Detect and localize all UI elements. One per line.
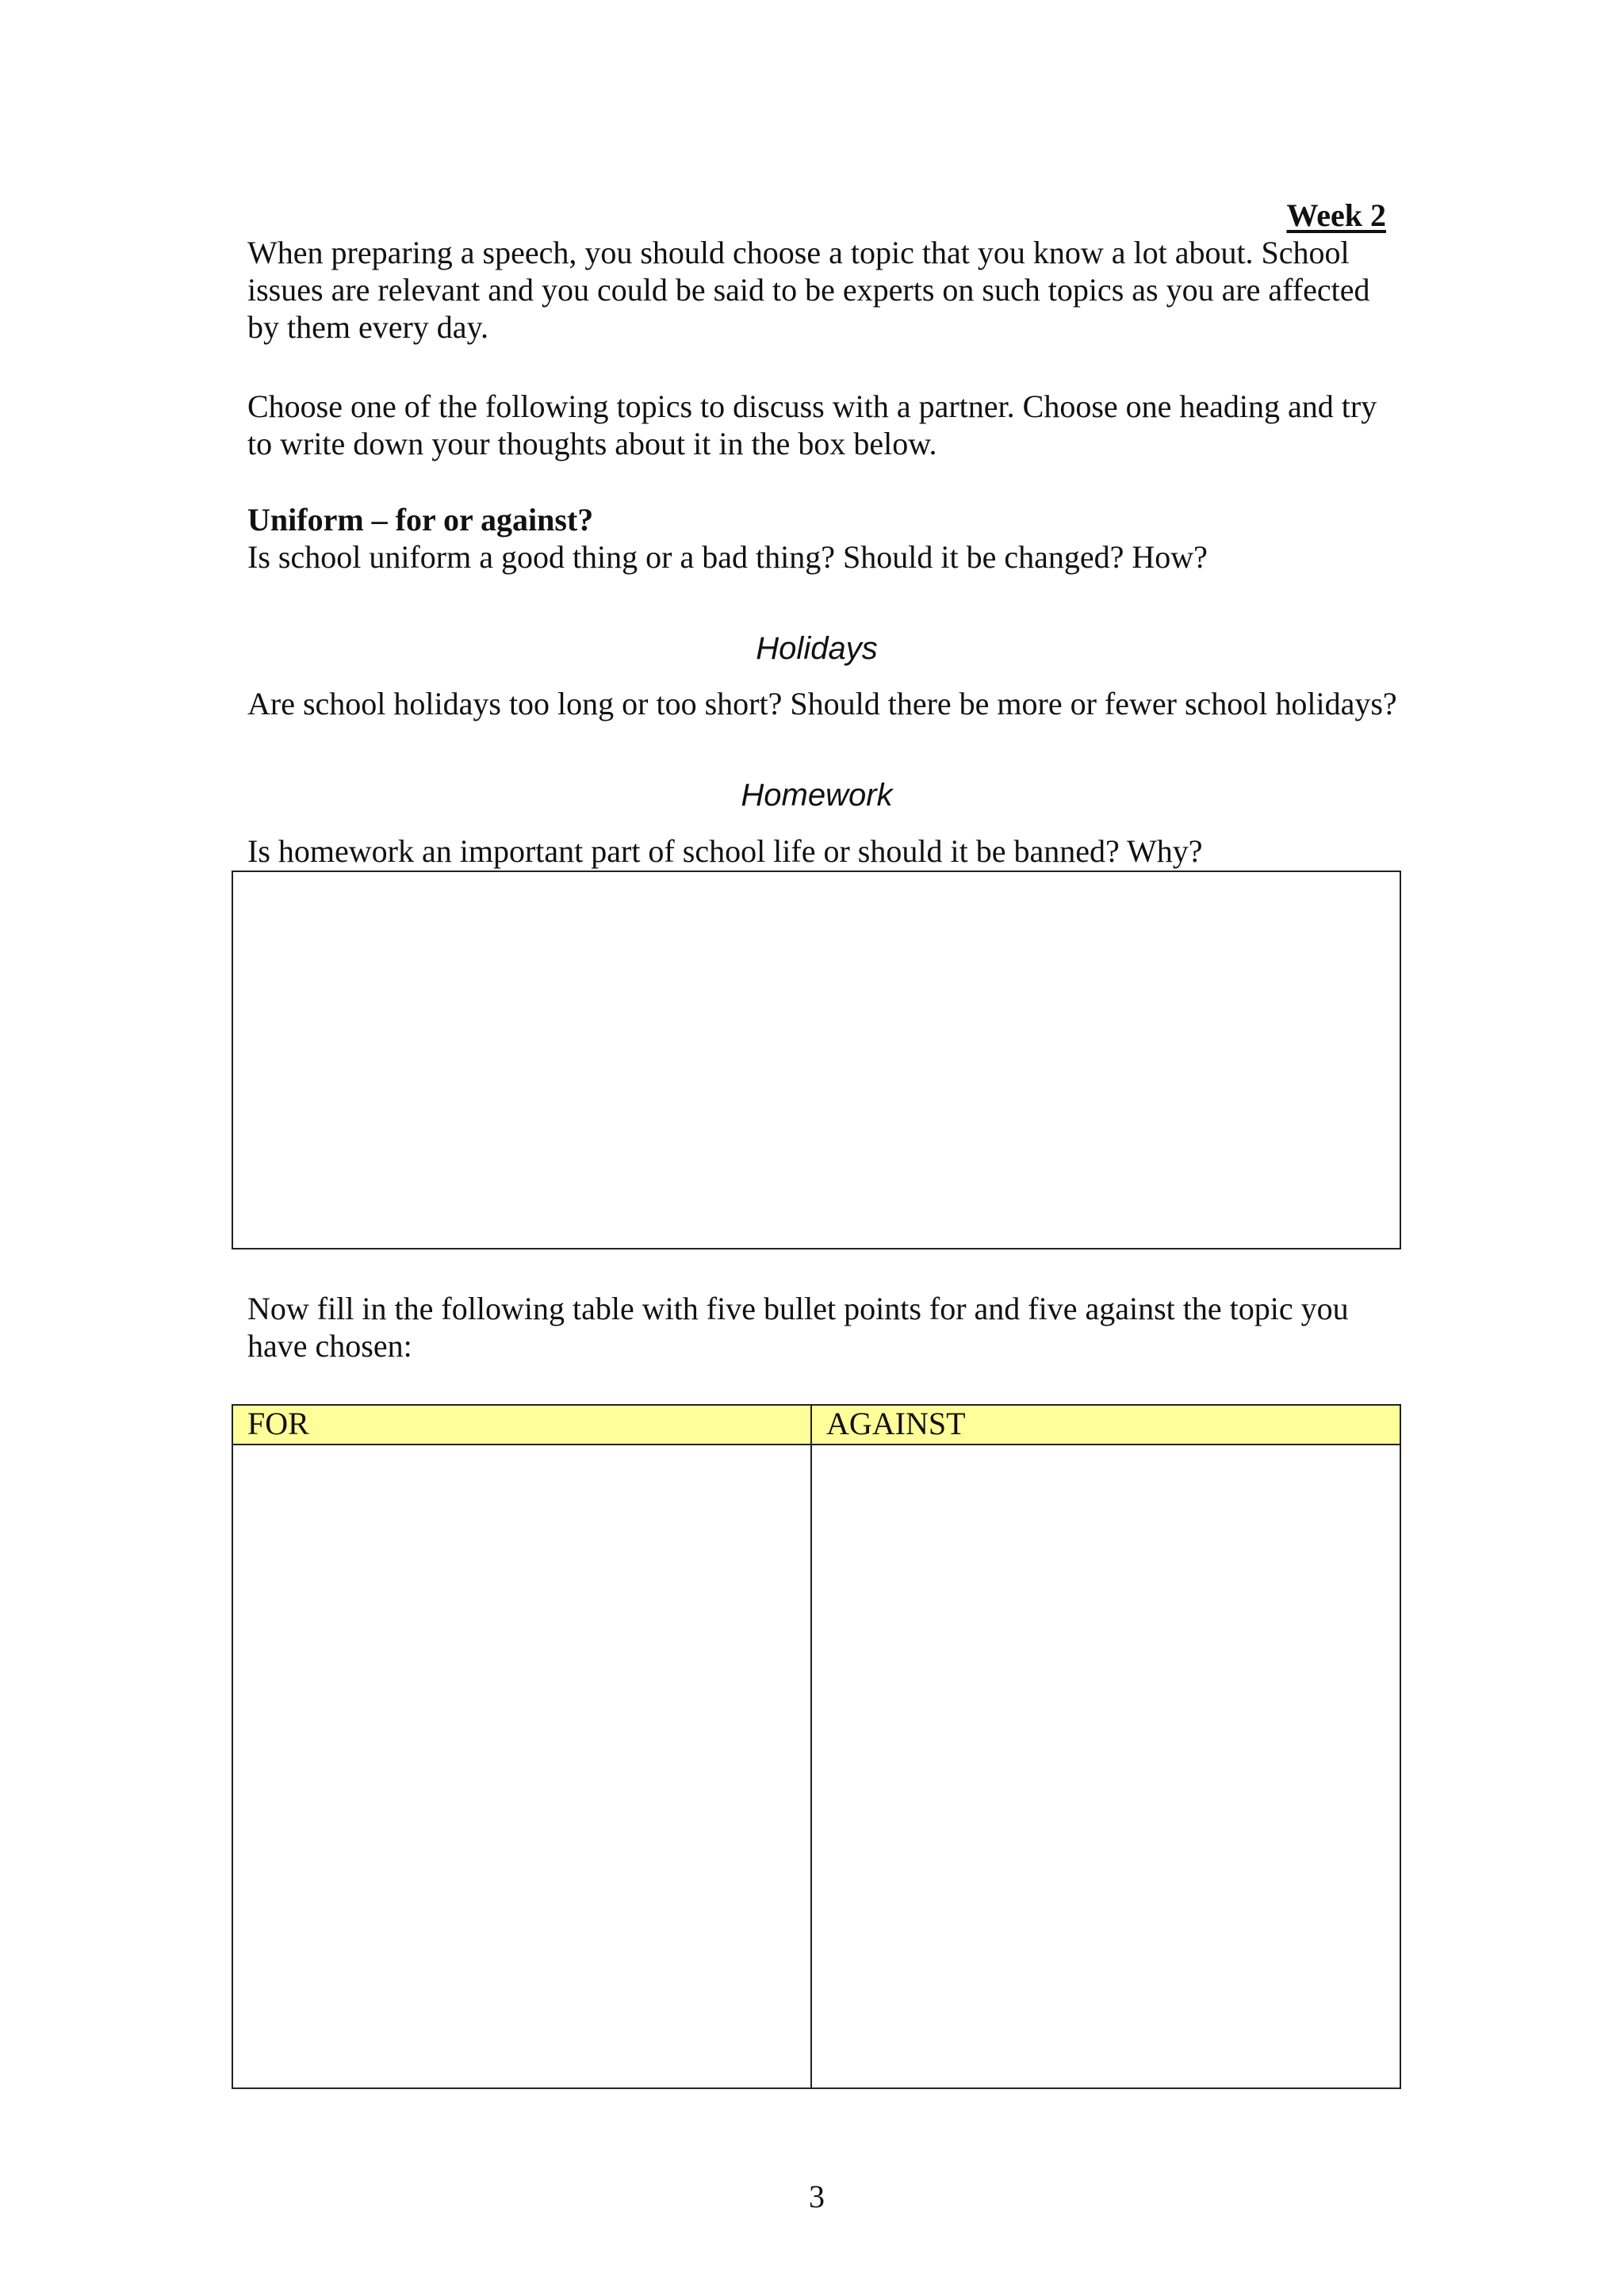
page-number: 3	[809, 2179, 825, 2214]
week-label: Week 2	[1286, 197, 1386, 233]
topic-question-uniform: Is school uniform a good thing or a bad thing? Should it be changed? How?	[247, 539, 1208, 575]
for-against-table	[232, 1404, 1401, 2089]
intro-paragraph: When preparing a speech, you should choose a topic that you know a lot about. School issues are relevant and you could be said to be experts on such topics as you are affected by them every day.	[247, 235, 1370, 345]
topic-heading-homework: Homework	[741, 778, 893, 813]
for-answer-cell[interactable]	[232, 1445, 811, 2088]
topic-heading-uniform: Uniform – for or against?	[247, 502, 594, 538]
table-body-row	[232, 1445, 1400, 2088]
topic-question-holidays: Are school holidays too long or too short? Should there be more or fewer school holidays?	[247, 686, 1397, 721]
thoughts-writing-box[interactable]	[232, 871, 1401, 1249]
table-intro-paragraph: Now fill in the following table with five bullet points for and five against the topic you have chosen:	[247, 1291, 1349, 1364]
topic-heading-holidays: Holidays	[756, 631, 878, 666]
topic-question-homework: Is homework an important part of school life or should it be banned? Why?	[247, 833, 1203, 869]
for-column-header: FOR	[232, 1405, 811, 1445]
against-column-header: AGAINST	[811, 1405, 1400, 1445]
table-header-row	[232, 1405, 1400, 1445]
against-answer-cell[interactable]	[811, 1445, 1400, 2088]
instructions-paragraph: Choose one of the following topics to discuss with a partner. Choose one heading and try to write down your thoughts about it in the box below.	[247, 388, 1377, 461]
